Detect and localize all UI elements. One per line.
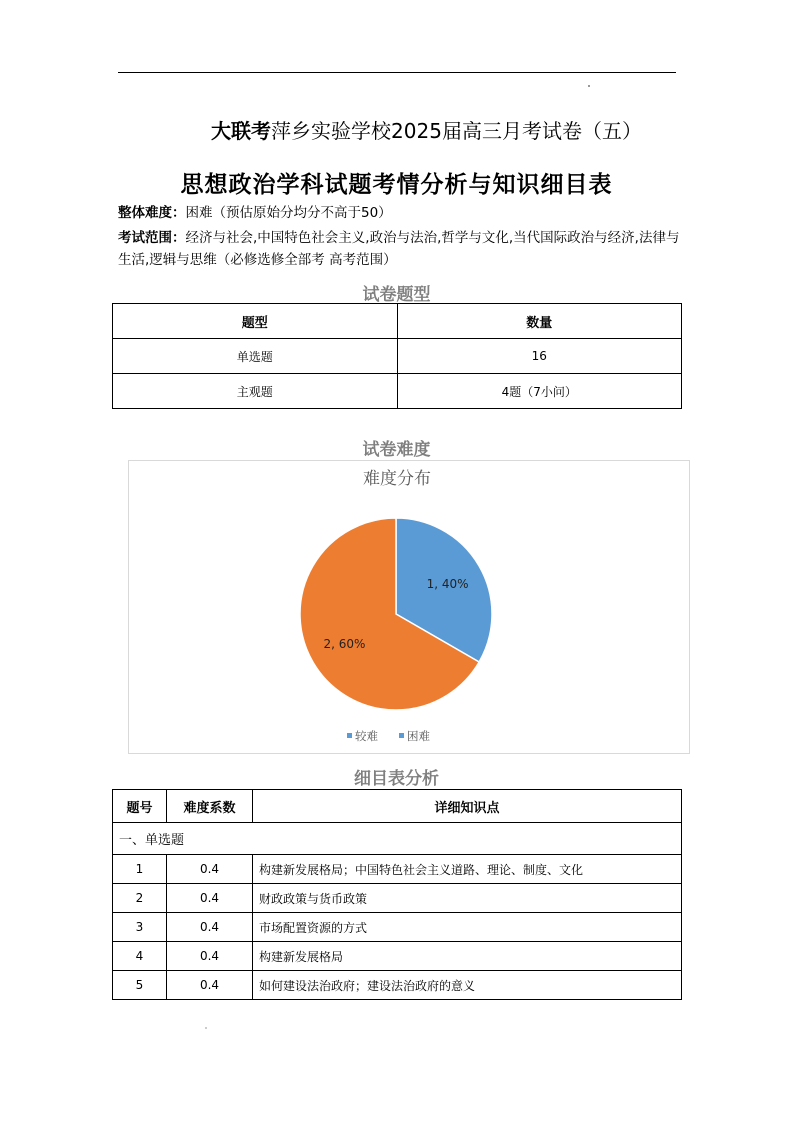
- type-header: 题型: [113, 304, 398, 339]
- number-cell: 3: [113, 913, 167, 942]
- table-row: [113, 913, 682, 942]
- knowledge-header: 详细知识点: [253, 790, 682, 823]
- count-cell: 16: [397, 339, 682, 374]
- brand-name: 大联考: [211, 119, 272, 143]
- number-cell: 2: [113, 884, 167, 913]
- exam-scope-label: 考试范围：: [118, 230, 186, 246]
- exam-name: 萍乡实验学校2025届高三月考试卷（五）: [271, 119, 642, 143]
- knowledge-cell: 构建新发展格局: [253, 942, 682, 971]
- group-row: [113, 823, 682, 855]
- table-row: [113, 339, 682, 374]
- table-header-row: [113, 304, 682, 339]
- group-label: 一、单选题: [113, 823, 682, 855]
- knowledge-cell: 如何建设法治政府；建设法治政府的意义: [253, 971, 682, 1000]
- count-header: 数量: [397, 304, 682, 339]
- page-title: 思想政治学科试题考情分析与知识细目表: [180, 172, 613, 198]
- knowledge-cell: 市场配置资源的方式: [253, 913, 682, 942]
- table-row: [113, 855, 682, 884]
- pie-data-label: 1, 40%: [426, 577, 469, 592]
- table-row: [113, 374, 682, 409]
- legend-label: 困难: [407, 729, 430, 743]
- types-section-title: 试卷题型: [362, 285, 431, 305]
- detail-section-title: 细目表分析: [354, 769, 439, 789]
- difficulty-chart-frame: [128, 460, 690, 754]
- number-header: 题号: [113, 790, 167, 823]
- count-cell: 4题（7小问）: [397, 374, 682, 409]
- legend-swatch: [347, 733, 352, 738]
- table-row: [113, 942, 682, 971]
- difficulty-section-title: 试卷难度: [362, 440, 431, 460]
- exam-scope-value: 经济与社会,中国特色社会主义,政治与法治,哲学与文化,当代国际政治与经济,法律与生活,逻辑与思维（必修选修全部考 高考范围）: [118, 230, 680, 268]
- coefficient-cell: 0.4: [167, 884, 253, 913]
- coefficient-header: 难度系数: [167, 790, 253, 823]
- number-cell: 5: [113, 971, 167, 1000]
- coefficient-cell: 0.4: [167, 971, 253, 1000]
- number-cell: 4: [113, 942, 167, 971]
- table-row: [113, 971, 682, 1000]
- coefficient-cell: 0.4: [167, 942, 253, 971]
- exam-header: [0, 115, 793, 144]
- chart-title: 难度分布: [363, 469, 431, 489]
- header-rule: [118, 72, 676, 73]
- page-speck: [588, 85, 590, 87]
- coefficient-cell: 0.4: [167, 855, 253, 884]
- overall-difficulty-label: 整体难度：: [118, 205, 186, 221]
- pie-data-label: 2, 60%: [323, 636, 366, 651]
- page-speck: [205, 1027, 207, 1029]
- difficulty-pie-chart: [129, 461, 688, 752]
- overall-difficulty: [118, 202, 683, 224]
- table-header-row: [113, 790, 682, 823]
- type-cell: 单选题: [113, 339, 398, 374]
- legend-label: 较难: [355, 729, 378, 743]
- legend-swatch: [399, 733, 404, 738]
- type-cell: 主观题: [113, 374, 398, 409]
- table-row: [113, 884, 682, 913]
- knowledge-detail-table: [112, 789, 682, 1000]
- number-cell: 1: [113, 855, 167, 884]
- overall-difficulty-value: 困难（预估原始分均分不高于50）: [185, 205, 392, 221]
- knowledge-cell: 构建新发展格局；中国特色社会主义道路、理论、制度、文化: [253, 855, 682, 884]
- coefficient-cell: 0.4: [167, 913, 253, 942]
- knowledge-cell: 财政政策与货币政策: [253, 884, 682, 913]
- question-types-table: [112, 303, 682, 409]
- exam-scope: [118, 227, 683, 271]
